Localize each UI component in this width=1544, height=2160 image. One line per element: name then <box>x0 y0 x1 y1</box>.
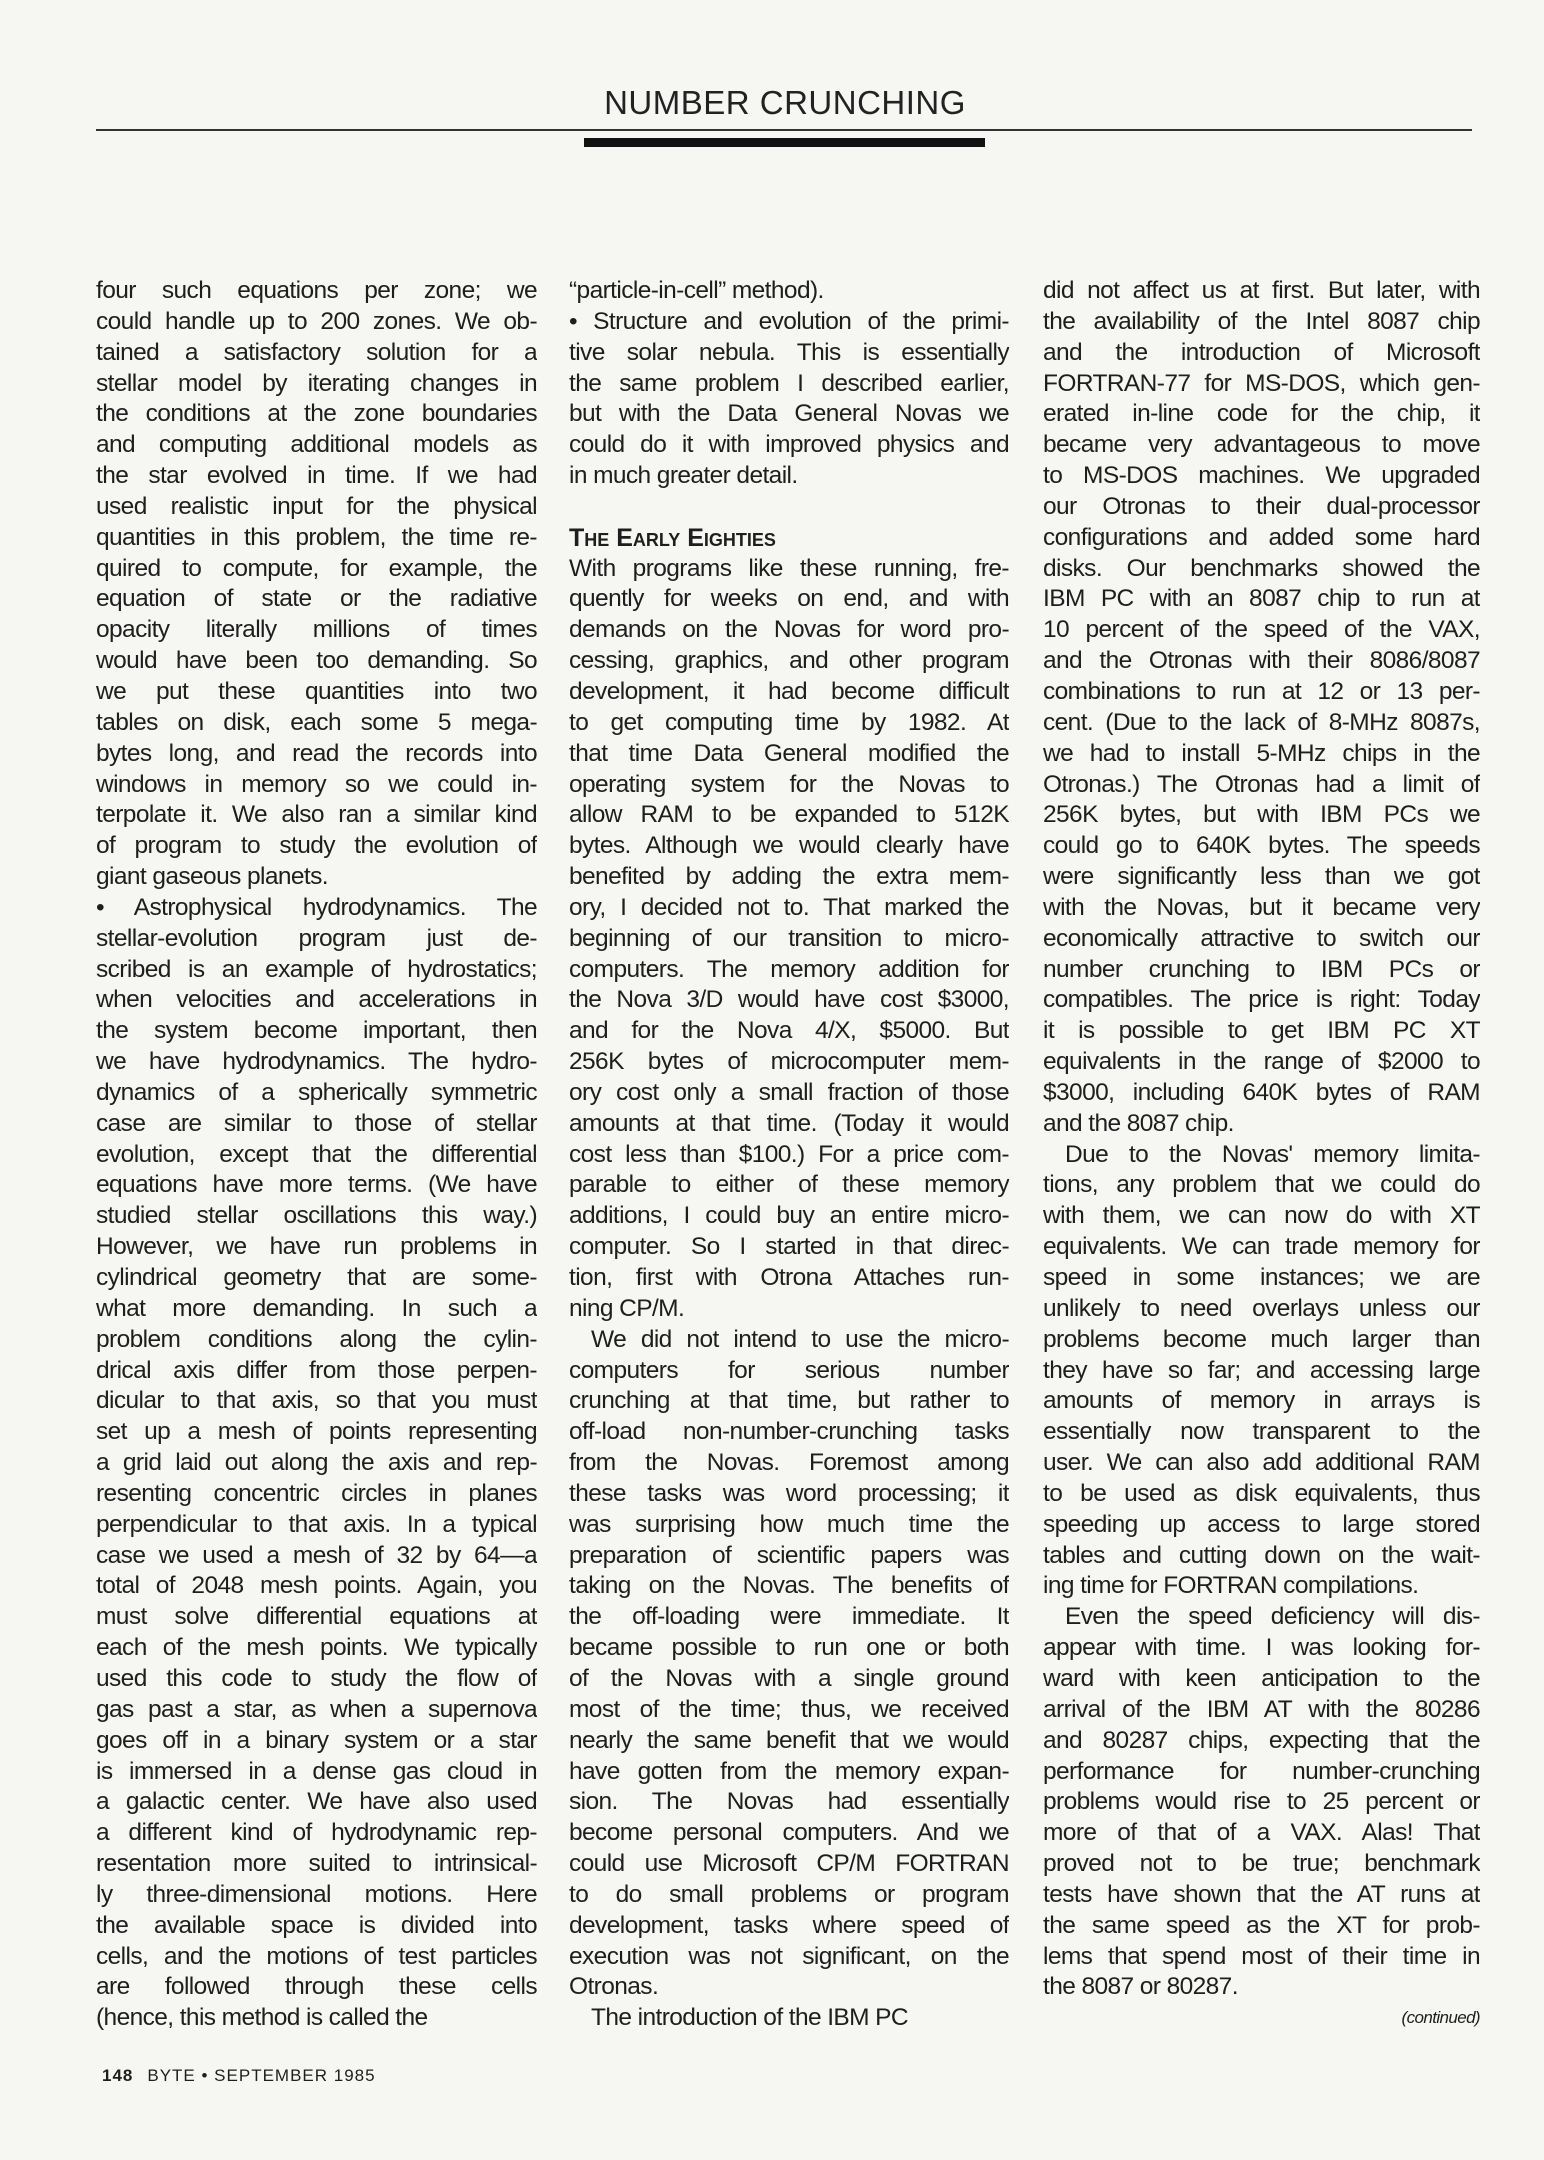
text-line: development, it had become difficult <box>569 677 1009 705</box>
text-line: giant gaseous planets. <box>96 863 328 891</box>
text-line: With programs like these running, fre- <box>569 554 1009 582</box>
article-column-1 <box>96 276 537 2034</box>
text-line: dynamics of a spherically symmetric <box>96 1078 537 1106</box>
text-line: stellar-evolution program just de- <box>96 924 537 952</box>
text-line: could go to 640K bytes. The speeds <box>1043 832 1480 860</box>
text-line: off-load non-number-crunching tasks <box>569 1418 1009 1446</box>
text-line: of the Novas with a single ground <box>569 1664 1009 1692</box>
text-line: used this code to study the flow of <box>96 1664 537 1692</box>
text-line: Due to the Novas' memory limita- <box>1065 1140 1480 1168</box>
page-footer <box>102 2066 376 2086</box>
text-line: set up a mesh of points representing <box>96 1418 537 1446</box>
text-line: quently for weeks on end, and with <box>569 585 1009 613</box>
text-line: (hence, this method is called the <box>96 2004 428 2032</box>
text-line: ory, I decided not to. That marked the <box>569 893 1009 921</box>
text-line: opacity literally millions of times <box>96 616 537 644</box>
text-line: tables on disk, each some 5 mega- <box>96 708 537 736</box>
text-line: speeding up access to large stored <box>1043 1510 1480 1538</box>
header-bar <box>584 138 985 147</box>
text-line: terpolate it. We also ran a similar kind <box>96 801 537 829</box>
text-line: combinations to run at 12 or 13 per- <box>1043 677 1480 705</box>
section-title: NUMBER CRUNCHING <box>604 84 966 121</box>
text-line: in much greater detail. <box>569 462 798 490</box>
text-line: tables and cutting down on the wait- <box>1043 1541 1480 1569</box>
text-line: configurations and added some hard <box>1043 523 1480 551</box>
text-line: from the Novas. Foremost among <box>569 1449 1009 1477</box>
text-line: allow RAM to be expanded to 512K <box>569 801 1009 829</box>
text-line: could handle up to 200 zones. We ob- <box>96 307 537 335</box>
text-line: that time Data General modified the <box>569 739 1009 767</box>
text-line: and the introduction of Microsoft <box>1043 338 1480 366</box>
text-line: disks. Our benchmarks showed the <box>1043 554 1480 582</box>
text-line: tions, any problem that we could do <box>1043 1171 1480 1199</box>
section-heading: The Early Eighties <box>569 523 776 552</box>
text-line: compatibles. The price is right: Today <box>1043 986 1480 1014</box>
text-line: and the 8087 chip. <box>1043 1109 1234 1137</box>
text-line: we put these quantities into two <box>96 677 537 705</box>
text-line: scribed is an example of hydrostatics; <box>96 955 537 983</box>
text-line: a galactic center. We have also used <box>96 1788 537 1816</box>
text-line: additions, I could buy an entire micro- <box>569 1202 1009 1230</box>
text-line: and computing additional models as <box>96 431 537 459</box>
text-line: the same problem I described earlier, <box>569 369 1009 397</box>
text-line: However, we have run problems in <box>96 1233 537 1261</box>
text-line: cost less than $100.) For a price com- <box>569 1140 1009 1168</box>
text-line: appear with time. I was looking for- <box>1043 1634 1480 1662</box>
text-line: user. We can also add additional RAM <box>1043 1449 1480 1477</box>
text-line: gas past a star, as when a supernova <box>96 1695 537 1723</box>
text-line: economically attractive to switch our <box>1043 924 1480 952</box>
text-line: are followed through these cells <box>96 1973 537 2001</box>
text-line: we have hydrodynamics. The hydro- <box>96 1048 537 1076</box>
text-line: parable to either of these memory <box>569 1171 1009 1199</box>
text-line: were significantly less than we got <box>1043 863 1480 891</box>
text-line: ory cost only a small fraction of those <box>569 1078 1009 1106</box>
text-line: most of the time; thus, we received <box>569 1695 1009 1723</box>
text-line: equations have more terms. (We have <box>96 1171 537 1199</box>
text-line: became very advantageous to move <box>1043 431 1480 459</box>
text-line: Otronas.) The Otronas had a limit of <box>1043 770 1480 798</box>
page-number: 148 <box>102 2066 134 2085</box>
text-line: IBM PC with an 8087 chip to run at <box>1043 585 1480 613</box>
text-line: of program to study the evolution of <box>96 832 537 860</box>
text-line: 256K bytes, but with IBM PCs we <box>1043 801 1480 829</box>
text-line: windows in memory so we could in- <box>96 770 537 798</box>
text-line: did not affect us at first. But later, with <box>1043 277 1480 304</box>
text-line: resentation more suited to intrinsical- <box>96 1850 537 1878</box>
text-line: bytes. Although we would clearly have <box>569 832 1009 860</box>
text-line: and for the Nova 4/X, $5000. But <box>569 1017 1009 1045</box>
text-line: used realistic input for the physical <box>96 492 537 520</box>
text-line: problem conditions along the cylin- <box>96 1325 537 1353</box>
text-line: proved not to be true; benchmark <box>1043 1850 1480 1878</box>
text-line: $3000, including 640K bytes of RAM <box>1043 1078 1480 1106</box>
text-line: but with the Data General Novas we <box>569 400 1009 428</box>
text-line: cent. (Due to the lack of 8-MHz 8087s, <box>1043 708 1480 736</box>
text-line: when velocities and accelerations in <box>96 986 537 1014</box>
text-line: tion, first with Otrona Attaches run- <box>569 1264 1009 1291</box>
text-line: development, tasks where speed of <box>569 1911 1009 1939</box>
text-line: tive solar nebula. This is essentially <box>569 338 1009 366</box>
text-line: these tasks was word processing; it <box>569 1479 1009 1507</box>
text-line: • Astrophysical hydrodynamics. The <box>96 893 537 921</box>
text-line: equation of state or the radiative <box>96 585 537 613</box>
text-line: computers. The memory addition for <box>569 955 1009 983</box>
text-line: benefited by adding the extra mem- <box>569 863 1009 891</box>
text-line: computers for serious number <box>569 1356 1009 1384</box>
text-line: could use Microsoft CP/M FORTRAN <box>569 1850 1009 1878</box>
text-line: the availability of the Intel 8087 chip <box>1043 307 1480 335</box>
text-line: it is possible to get IBM PC XT <box>1043 1017 1480 1045</box>
text-line: 10 percent of the speed of the VAX, <box>1043 616 1480 644</box>
text-line: goes off in a binary system or a star <box>96 1726 537 1754</box>
text-line: crunching at that time, but rather to <box>569 1387 1009 1415</box>
text-line: essentially now transparent to the <box>1043 1418 1480 1446</box>
text-line: a different kind of hydrodynamic rep- <box>96 1819 537 1847</box>
text-line: the available space is divided into <box>96 1911 537 1939</box>
text-line: lems that spend most of their time in <box>1043 1942 1480 1970</box>
text-line: The introduction of the IBM PC <box>591 2004 908 2032</box>
text-line: Even the speed deficiency will dis- <box>1065 1603 1480 1631</box>
text-line: unlikely to need overlays unless our <box>1043 1294 1480 1322</box>
text-line: the same speed as the XT for prob- <box>1043 1911 1480 1939</box>
text-line: bytes long, and read the records into <box>96 739 537 767</box>
text-line: “particle-in-cell” method). <box>569 277 824 304</box>
text-line: stellar model by iterating changes in <box>96 369 537 397</box>
text-line: ing time for FORTRAN compilations. <box>1043 1572 1419 1600</box>
text-line: speed in some instances; we are <box>1043 1264 1480 1291</box>
text-line: beginning of our transition to micro- <box>569 924 1009 952</box>
text-line: the conditions at the zone boundaries <box>96 400 537 428</box>
text-line: amounts at that time. (Today it would <box>569 1109 1009 1137</box>
text-line: to get computing time by 1982. At <box>569 708 1009 736</box>
text-line: ward with keen anticipation to the <box>1043 1664 1480 1692</box>
text-line: became possible to run one or both <box>569 1634 1009 1662</box>
text-line: nearly the same benefit that we would <box>569 1726 1009 1754</box>
text-line: case we used a mesh of 32 by 64—a <box>96 1541 537 1569</box>
text-line: equivalents in the range of $2000 to <box>1043 1048 1480 1076</box>
continued-note: (continued) <box>1401 2008 1480 2028</box>
text-line: to MS-DOS machines. We upgraded <box>1043 462 1480 490</box>
text-line: computer. So I started in that direc- <box>569 1233 1009 1261</box>
text-line: drical axis differ from those perpen- <box>96 1356 537 1384</box>
text-line: operating system for the Novas to <box>569 770 1009 798</box>
text-line: studied stellar oscillations this way.) <box>96 1202 537 1230</box>
text-line <box>569 492 1009 523</box>
text-line: the system become important, then <box>96 1017 537 1045</box>
article-column-3 <box>1043 276 1480 2034</box>
text-line: what more demanding. In such a <box>96 1294 537 1322</box>
text-line: FORTRAN-77 for MS-DOS, which gen- <box>1043 369 1480 397</box>
text-line: 256K bytes of microcomputer mem- <box>569 1048 1009 1076</box>
text-line: a grid laid out along the axis and rep- <box>96 1449 537 1477</box>
text-line: case are similar to those of stellar <box>96 1109 537 1137</box>
text-line: ly three-dimensional motions. Here <box>96 1880 537 1908</box>
text-line: amounts of memory in arrays is <box>1043 1387 1480 1415</box>
text-line: tained a satisfactory solution for a <box>96 338 537 366</box>
text-line: the off-loading were immediate. It <box>569 1603 1009 1631</box>
text-line: dicular to that axis, so that you must <box>96 1387 537 1415</box>
text-line: our Otronas to their dual-processor <box>1043 492 1480 520</box>
article-column-2 <box>569 276 1009 2034</box>
text-line: quantities in this problem, the time re- <box>96 523 537 551</box>
text-line: sion. The Novas had essentially <box>569 1788 1009 1816</box>
text-line: four such equations per zone; we <box>96 277 537 304</box>
text-line: the 8087 or 80287. <box>1043 1973 1238 2001</box>
text-line: perpendicular to that axis. In a typical <box>96 1510 537 1538</box>
text-line: equivalents. We can trade memory for <box>1043 1233 1480 1261</box>
text-line: have gotten from the memory expan- <box>569 1757 1009 1785</box>
text-line: cells, and the motions of test particles <box>96 1942 537 1970</box>
text-line: total of 2048 mesh points. Again, you <box>96 1572 537 1600</box>
text-line: problems become much larger than <box>1043 1325 1480 1353</box>
text-line: would have been too demanding. So <box>96 647 537 675</box>
text-line: taking on the Novas. The benefits of <box>569 1572 1009 1600</box>
text-line: and 80287 chips, expecting that the <box>1043 1726 1480 1754</box>
text-line: and the Otronas with their 8086/8087 <box>1043 647 1480 675</box>
text-line: performance for number-crunching <box>1043 1757 1480 1785</box>
text-line: more of that of a VAX. Alas! That <box>1043 1819 1480 1847</box>
text-line: resenting concentric circles in planes <box>96 1479 537 1507</box>
text-line: with the Novas, but it became very <box>1043 893 1480 921</box>
text-line: quired to compute, for example, the <box>96 554 537 582</box>
text-line: problems would rise to 25 percent or <box>1043 1788 1480 1816</box>
text-line: to be used as disk equivalents, thus <box>1043 1479 1480 1507</box>
text-line: the star evolved in time. If we had <box>96 462 537 490</box>
text-line: arrival of the IBM AT with the 80286 <box>1043 1695 1480 1723</box>
text-line: evolution, except that the differential <box>96 1140 537 1168</box>
text-line: the Nova 3/D would have cost $3000, <box>569 986 1009 1014</box>
text-line: demands on the Novas for word pro- <box>569 616 1009 644</box>
text-line: they have so far; and accessing large <box>1043 1356 1480 1384</box>
text-line: must solve differential equations at <box>96 1603 537 1631</box>
magazine-issue: BYTE • SEPTEMBER 1985 <box>147 2066 376 2085</box>
text-line: we had to install 5-MHz chips in the <box>1043 739 1480 767</box>
header-rule <box>96 129 1472 131</box>
text-line: could do it with improved physics and <box>569 431 1009 459</box>
text-line: ning CP/M. <box>569 1294 685 1322</box>
text-line: is immersed in a dense gas cloud in <box>96 1757 537 1785</box>
text-line: erated in-line code for the chip, it <box>1043 400 1480 428</box>
text-line: cessing, graphics, and other program <box>569 647 1009 675</box>
text-line: preparation of scientific papers was <box>569 1541 1009 1569</box>
text-line: number crunching to IBM PCs or <box>1043 955 1480 983</box>
text-line: each of the mesh points. We typically <box>96 1634 537 1662</box>
text-line: We did not intend to use the micro- <box>591 1325 1009 1353</box>
text-line: was surprising how much time the <box>569 1510 1009 1538</box>
text-line: • Structure and evolution of the primi- <box>569 307 1009 335</box>
text-line: with them, we can now do with XT <box>1043 1202 1480 1230</box>
text-line: Otronas. <box>569 1973 659 2001</box>
text-line: cylindrical geometry that are some- <box>96 1264 537 1291</box>
text-line: tests have shown that the AT runs at <box>1043 1880 1480 1908</box>
text-line: become personal computers. And we <box>569 1819 1009 1847</box>
text-line: execution was not significant, on the <box>569 1942 1009 1970</box>
text-line: to do small problems or program <box>569 1880 1009 1908</box>
